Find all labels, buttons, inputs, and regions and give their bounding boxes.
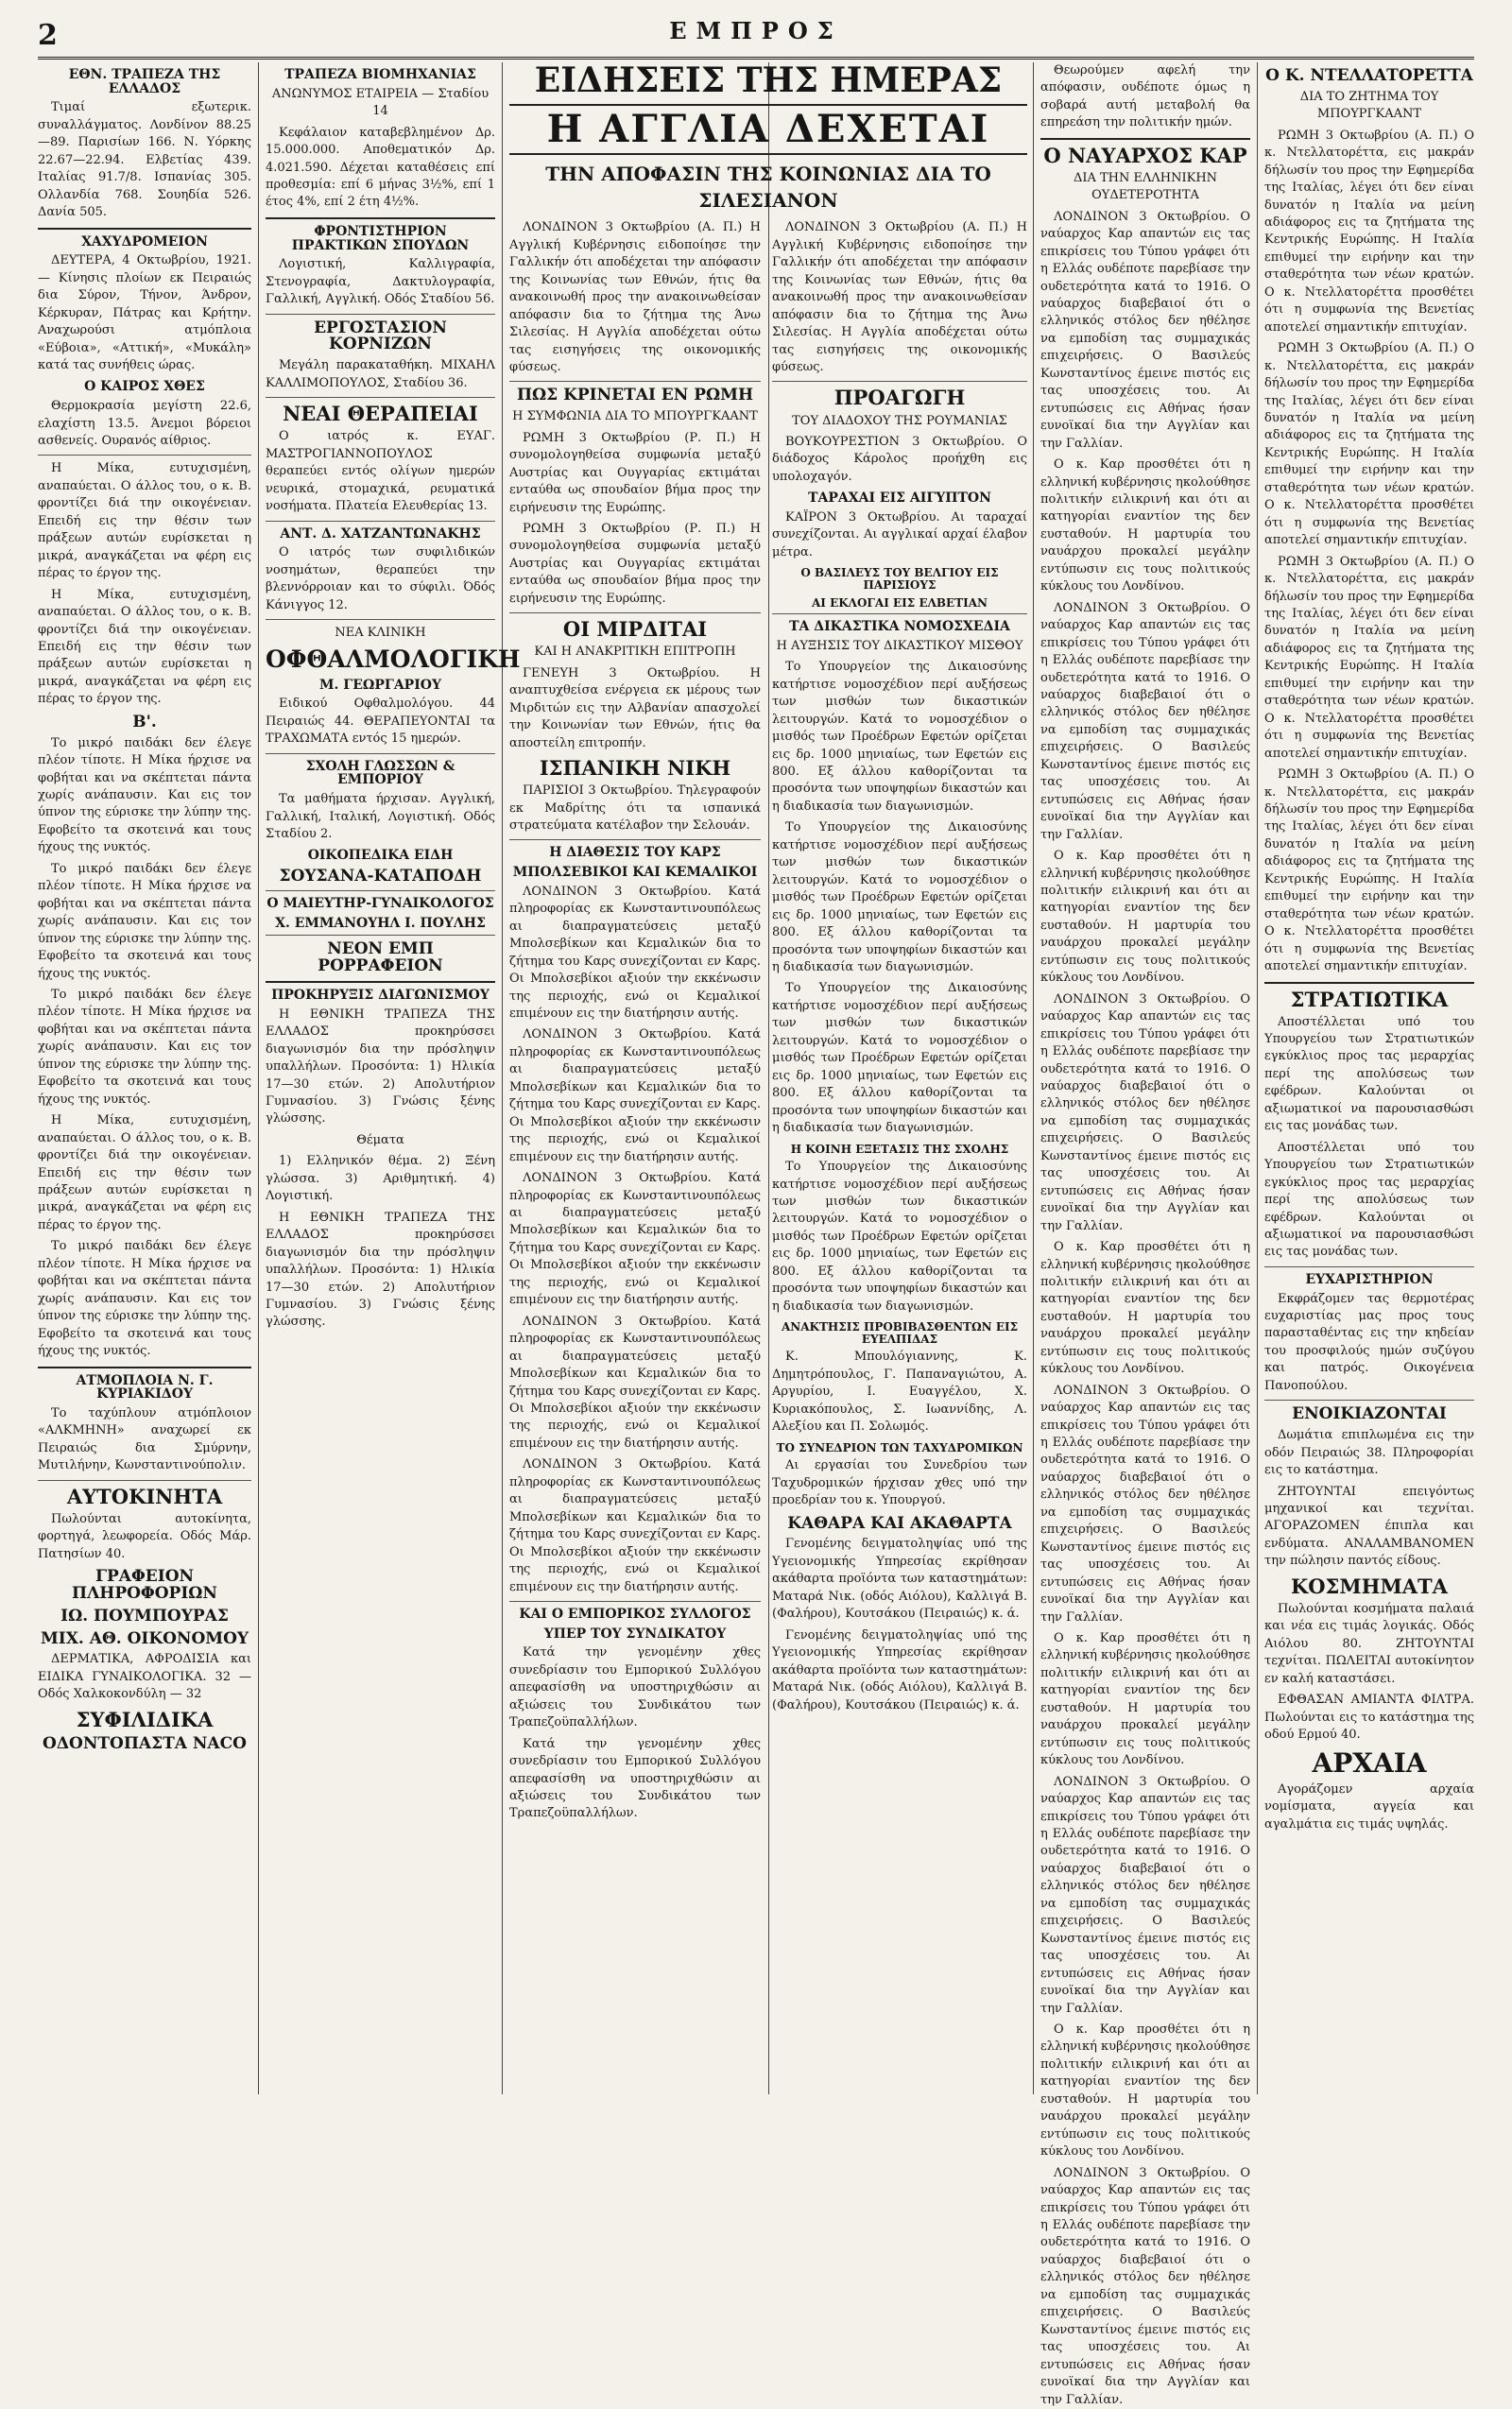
tutoring-text: Λογιστική, Καλλιγραφία, Στενογραφία, Δακτυλογραφία, Γαλλική, Αγγλική. Οδός Σταδίου 56.	[266, 257, 495, 307]
spain-text: ΠΑΡΙΣΙΟΙ 3 Οκτωβρίου. Τηλεγραφούν εκ Μαδρίτης ότι τα ισπανικά στρατεύματα κατέλαβον την Σελουάν.	[509, 783, 761, 833]
tutoring-title: ΦΡΟΝΤΙΣΤΗΡΙΟΝ ΠΡΑΚΤΙΚΩΝ ΣΠΟΥΔΩΝ	[291, 223, 470, 253]
syphilis-ad-title: ΣΥΦΙΛΙΔΙΚΑ	[76, 1707, 214, 1731]
military-text: Αποστέλλεται υπό του Υπουργείου των Στρατιωτικών εγκύκλιος προς τας μεραρχίας περί της απολύσεως των εφέδρων. Καλούνται οι αξιωματικοί να παρουσιασθώσι εις τας μονάδας των.	[1264, 1140, 1474, 1260]
admiral-text: Ο κ. Καρ προσθέτει ότι η ελληνική κυβέρνησις ηκολούθησε πολιτικήν ειλικρινή και ότι αι κατηγορίαι εναντίον της δεν ευσταθούν. Η μαρτυρία του ναυάρχου προκαλεί μεγάλην εντύπωσιν εις τους πολιτικούς κύκλους του Λονδίνου.	[1040, 457, 1250, 594]
syndicate-sub: ΥΠΕΡ ΤΟΥ ΣΥΝΔΙΚΑΤΟΥ	[543, 1626, 727, 1642]
serial-text: Το μικρό παιδάκι δεν έλεγε πλέον τίποτε. Η Μίκα ήρχισε να φοβήται και να σκέπτεται πάντα χωρίς ανάπαυσιν. Και εις τον ύπνον της εύρισκε την λύπην της. Εφοβείτο τα σκοτεινά και τους ήχους της νυκτός.	[38, 1239, 251, 1359]
filters-text: ΕΦΘΑΣΑΝ ΑΜΙΑΝΤΑ ΦΙΛΤΡΑ. Πωλούνται εις το κατάστημα της οδού Ερμού 40.	[1264, 1693, 1474, 1742]
admiral-text: Ο κ. Καρ προσθέτει ότι η ελληνική κυβέρνησις ηκολούθησε πολιτικήν ειλικρινή και ότι αι κατηγορίαι εναντίον της δεν ευσταθούν. Η μαρτυρία του ναυάρχου προκαλεί μεγάλην εντύπωσιν εις τους πολιτικούς κύκλους του Λονδίνου.	[1040, 849, 1250, 986]
frames-title: ΕΡΓΟΣΤΑΣΙΟΝ ΚΟΡΝΙΖΩΝ	[314, 318, 447, 354]
contest-title: ΠΡΟΚΗΡΥΞΙΣ ΔΙΑΓΩΝΙΣΜΟΥ	[271, 988, 490, 1004]
exams-title: Η ΚΟΙΝΗ ΕΞΕΤΑΣΙΣ ΤΗΣ ΣΧΟΛΗΣ	[790, 1142, 1009, 1156]
serial-text: Το μικρό παιδάκι δεν έλεγε πλέον τίποτε. Η Μίκα ήρχισε να φοβήται και να σκέπτεται πάντα χωρίς ανάπαυσιν. Και εις τον ύπνον της εύρισκε την λύπην της. Εφοβείτο τα σκοτεινά και τους ήχους της νυκτός.	[38, 987, 251, 1107]
clinic-text: Ειδικού Οφθαλμολόγου. 44 Πειραιώς 44. ΘΕΡΑΠΕΥΟΝΤΑΙ τα ΤΡΑΧΩΜΑΤΑ εντός 15 ημερών.	[266, 697, 495, 747]
operetta-text: ΡΩΜΗ 3 Οκτωβρίου (Α. Π.) Ο κ. Ντελλατορέττα, εις μακράν δήλωσίν του προς την Εφημερίδα της Ιταλίας, λέγει ότι δεν είναι δυνατόν η Ιταλία να μείνη αδιάφορος εις τα ζητήματα της Κεντρικής Ευρώπης. Η Ιταλία επιθυμεί την ειρήνην και την σταθερότητα των νέων κρατών. Ο κ. Ντελλατορέττα προσθέτει ότι η συμφωνία της Βενετίας αποτελεί σημαντικήν επιτυχίαν.	[1264, 554, 1474, 761]
operetta-sub: ΔΙΑ ΤΟ ΖΗΤΗΜΑ ΤΟΥ ΜΠΟΥΡΓΚΑΑΝΤ	[1299, 89, 1439, 122]
crown-title: ΠΡΟΑΓΩΓΗ	[833, 386, 966, 410]
admiral-text: Ο κ. Καρ προσθέτει ότι η ελληνική κυβέρνησις ηκολούθησε πολιτικήν ειλικρινή και ότι αι κατηγορίαι εναντίον της δεν ευσταθούν. Η μαρτυρία του ναυάρχου προκαλεί μεγάλην εντύπωσιν εις τους πολιτικούς κύκλους του Λονδίνου.	[1040, 1631, 1250, 1768]
contest-list: 1) Ελληνικόν θέμα. 2) Ξένη γλώσσα. 3) Αριθμητική. 4) Λογιστική.	[266, 1154, 495, 1204]
jewels-text: Πωλούνται κοσμήματα παλαιά και νέα εις τιμάς λογικάς. Οδός Αιόλου 80. ΖΗΤΟΥΝΤΑΙ τεχνίται. ΠΩΛΕΙΤΑΙ αυτοκίνητον εν καλή καταστάσει.	[1264, 1601, 1474, 1686]
therapy-title: ΝΕΑΙ ΘΕΡΑΠΕΙΑΙ	[283, 402, 478, 426]
bank-rates-title: ΕΘΝ. ΤΡΑΠΕΖΑ ΤΗΣ ΕΛΛΑΔΟΣ	[68, 67, 221, 96]
page-number: 2	[38, 19, 58, 52]
column-rule	[1257, 62, 1258, 2094]
admiral-text: ΛΟΝΔΙΝΟΝ 3 Οκτωβρίου. Ο ναύαρχος Καρ απαντών εις τας επικρίσεις του Τύπου γράφει ότι η Ελλάς ουδέποτε παρεβίασε την ουδετερότητα κατά το 1916. Ο ναύαρχος διαβεβαιοί ότι ο ελληνικός στόλος δεν ηθέλησε να εμποδίση τας συμμαχικάς επιχειρήσεις. Ο Βασιλεύς Κωνσταντίνος έμεινε πιστός εις τας υποσχέσεις του. Αι εντυπώσεις εις Αθήνας ήσαν ευνοϊκαί δια την Αγγλίαν και την Γαλλίαν.	[1040, 600, 1250, 842]
mirdites-text: ΓΕΝΕΥΗ 3 Οκτωβρίου. Η αναπτυχθείσα ενέργεια εκ μέρους των Μιρδιτών εις την Αλβανίαν απασχολεί την Κοινωνίαν των Εθνών, ήτις θα αποστείλη επιτροπήν.	[509, 665, 761, 750]
main-headline-sub: ΤΗΝ ΑΠΟΦΑΣΙΝ ΤΗΣ ΚΟΙΝΩΝΙΑΣ ΔΙΑ ΤΟ ΣΙΛΕΣΙΑΝΟΝ	[545, 162, 991, 212]
contest-text: Η ΕΘΝΙΚΗ ΤΡΑΠΕΖΑ ΤΗΣ ΕΛΛΑΔΟΣ προκηρύσσει διαγωνισμόν δια την πρόσληψιν υπαλλήλων. Προσόντα: 1) Ηλικία 17—30 ετών. 2) Απολυτήριον Γυμνασίου. 3) Γνώσις ξένης γλώσσης.	[266, 1210, 495, 1330]
egypt-text: ΚΑΪΡΟΝ 3 Οκτωβρίου. Αι ταραχαί συνεχίζονται. Αι αγγλικαί αρχαί έλαβον μέτρα.	[772, 510, 1027, 559]
thanks-title: ΕΥΧΑΡΙΣΤΗΡΙΟΝ	[1305, 1271, 1434, 1287]
shipping-text: ΔΕΥΤΕΡΑ, 4 Οκτωβρίου, 1921. — Κίνησις πλοίων εκ Πειραιώς δια Σύρον, Τήνον, Άνδρον, Κέρκυραν, Πάτρας και Κρήτην. Αναχωρούσι ατμόπλοια «Εύβοια», «Αττική», «Μυκάλη» κατά τας συνήθεις ώρας.	[38, 253, 251, 372]
clinic-doctor: Μ. ΓΕΩΡΓΑΡΙΟΥ	[319, 677, 441, 693]
bank-rates-text: Τιμαί εξωτερικ. συναλλάγματος. Λονδίνον 88.25—89. Παρισίων 166. Ν. Υόρκης 22.67—22.94. Ελβετίας 439. Ιταλίας 91.7/8. Ισπανίας 305. Ολλανδία 768. Σουηδία 526. Δανία 505.	[38, 100, 251, 220]
kars-text: ΛΟΝΔΙΝΟΝ 3 Οκτωβρίου. Κατά πληροφορίας εκ Κωνσταντινουπόλεως αι διαπραγματεύσεις μεταξύ Μπολσεβίκων και Κεμαλικών δια το ζήτημα του Καρς συνεχίζονται εν Καρς. Οι Μπολσεβίκοι αξιούν την εκκένωσιν της περιοχής, ενώ οι Κεμαλικοί επιμένουν εις την διατήρησιν αυτής.	[509, 1027, 761, 1164]
industry-bank-text: Κεφάλαιον καταβεβλημένον Δρ. 15.000.000. Αποθεματικόν Δρ. 4.021.590. Δέχεται καταθέσεις επί προθεσμία: επί 6 μήνας 3½%, επί 1 έτος 4%, επί 2 έτη 4½%.	[266, 125, 495, 210]
weather-title: Ο ΚΑΙΡΟΣ ΧΘΕΣ	[84, 379, 205, 395]
serial-text: Το μικρό παιδάκι δεν έλεγε πλέον τίποτε. Η Μίκα ήρχισε να φοβήται και να σκέπτεται πάντα χωρίς ανάπαυσιν. Και εις τον ύπνον της εύρισκε την λύπην της. Εφοβείτο τα σκοτεινά και τους ήχους της νυκτός.	[38, 861, 251, 981]
column-1	[38, 62, 251, 2094]
ship-ad-title: ΑΤΜΟΠΛΟΙΑ Ν. Γ. ΚΥΡΙΑΚΙΔΟΥ	[76, 1372, 214, 1402]
kars-title: Η ΔΙΑΘΕΣΙΣ ΤΟΥ ΚΑΡΣ	[549, 845, 721, 861]
plots-title: ΟΙΚΟΠΕΔΙΚΑ ΕΙΔΗ	[307, 848, 454, 864]
students-title: ΑΝΑΚΤΗΣΙΣ ΠΡΟΒΙΒΑΣΘΕΝΤΩΝ ΕΙΣ ΕΥΕΛΠΙΔΑΣ	[781, 1320, 1019, 1346]
school-text: Τα μαθήματα ήρχισαν. Αγγλική, Γαλλική, Ιταλική, Λογιστική. Οδός Σταδίου 2.	[266, 792, 495, 842]
crown-sub: ΤΟΥ ΔΙΑΔΟΧΟΥ ΤΗΣ ΡΟΥΜΑΝΙΑΣ	[792, 413, 1007, 428]
column-rule	[502, 62, 503, 2094]
section-title: ΕΙΔΗΣΕΙΣ ΤΗΣ ΗΜΕΡΑΣ	[534, 60, 1003, 100]
toothpaste-ad-title: ΟΔΟΝΤΟΠΑΣΤΑ ΝΑCO	[43, 1733, 247, 1753]
lead-text: ΛΟΝΔΙΝΟΝ 3 Οκτωβρίου (Α. Π.) Η Αγγλική Κυβέρνησις ειδοποίησε την Γαλλικήν ότι αποδέχεται την απόφασιν της Κοινωνίας των Εθνών, ήτις θα ανακοινωθή προς την ανακοινωθείσαν απόφασιν δια το ζήτημα της Άνω Σιλεσίας. Η Αγγλία αποδέχεται ούτω τας εισηγήσεις της οικονομικής φύσεως.	[509, 220, 761, 374]
military-text: Αποστέλλεται υπό του Υπουργείου των Στρατιωτικών εγκύκλιος προς τας μεραρχίας περί της απολύσεως των εφέδρων. Καλούνται οι αξιωματικοί να παρουσιασθώσι εις τας μονάδας των.	[1264, 1014, 1474, 1134]
doctor-text: Ο ιατρός των συφιλιδικών νοσημάτων, θεραπεύει την βλεννόρροιαν και το σύφιλι. Όδός Κάνιγγος 12.	[266, 545, 495, 612]
serial-text: Η Μίκα, ευτυχισμένη, αναπαύεται. Ο άλλος του, ο κ. Β. φροντίζει διά την οικογένειαν. Επειδή εις την θέσιν των πράξεων αυτών ευρίσκεται η μικρά, αναγκάζεται να φέρη εις πέρας το έργον της.	[38, 587, 251, 707]
industry-bank-sub: ΑΝΩΝΥΜΟΣ ΕΤΑΙΡΕΙΑ — Σταδίου 14	[271, 86, 490, 119]
antiques-text: Αγοράζομεν αρχαία νομίσματα, αγγεία και αγαλμάτια εις τιμάς υψηλάς.	[1264, 1781, 1474, 1832]
cars-ad-text: Πωλούνται αυτοκίνητα, φορτηγά, λεωφορεία. Οδός Μάρ. Πατησίων 40.	[38, 1511, 251, 1561]
doctor2-ad-text: ΔΕΡΜΑΤΙΚΑ, ΑΦΡΟΔΙΣΙΑ και ΕΙΔΙΚΑ ΓΥΝΑΙΚΟΛΟΓΙΚΑ. 32 — Οδός Χαλκοκονδύλη — 32	[38, 1652, 251, 1702]
operetta-text: ΡΩΜΗ 3 Οκτωβρίου (Α. Π.) Ο κ. Ντελλατορέττα, εις μακράν δήλωσίν του προς την Εφημερίδα της Ιταλίας, λέγει ότι δεν είναι δυνατόν η Ιταλία να μείνη αδιάφορος εις τα ζητήματα της Κεντρικής Ευρώπης. Η Ιταλία επιθυμεί την ειρήνην και την σταθερότητα των νέων κρατών. Ο κ. Ντελλατορέττα προσθέτει ότι η συμφωνία της Βενετίας αποτελεί σημαντικήν επιτυχίαν.	[1264, 128, 1474, 335]
egypt-title: ΤΑΡΑΧΑΙ ΕΙΣ ΑΙΓΥΠΤΟΝ	[808, 490, 991, 507]
kars-text: ΛΟΝΔΙΝΟΝ 3 Οκτωβρίου. Κατά πληροφορίας εκ Κωνσταντινουπόλεως αι διαπραγματεύσεις μεταξύ Μπολσεβίκων και Κεμαλικών δια το ζήτημα του Καρς συνεχίζονται εν Καρς. Οι Μπολσεβίκοι αξιούν την εκκένωσιν της περιοχής, ενώ οι Κεμαλικοί επιμένουν εις την διατήρησιν αυτής.	[509, 1314, 761, 1451]
postal-congress-title: ΤΟ ΣΥΝΕΔΡΙΟΝ ΤΩΝ ΤΑΧΥΔΡΟΜΙΚΩΝ	[776, 1440, 1023, 1454]
weather-text: Θερμοκρασία μεγίστη 22.6, ελαχίστη 13.5. Άνεμοι βόρειοι ασθενείς. Ουρανός αίθριος.	[38, 399, 251, 448]
tailor-title: ΝΕΟΝ ΕΜΠ ΡΟΡΡΑΦΕΙΟΝ	[318, 939, 443, 976]
frames-text: Μεγάλη παρακαταθήκη. ΜΙΧΑΗΛ ΚΑΛΛΙΜΟΠΟΥΛΟΣ, Σταδίου 36.	[266, 358, 495, 390]
column-rule	[1033, 62, 1034, 2094]
midwife-name: Χ. ΕΜΜΑΝΟΥΗΛ Ι. ΠΟΥΛΗΣ	[275, 915, 486, 931]
admiral-text: ΛΟΝΔΙΝΟΝ 3 Οκτωβρίου. Ο ναύαρχος Καρ απαντών εις τας επικρίσεις του Τύπου γράφει ότι η Ελλάς ουδέποτε παρεβίασε την ουδετερότητα κατά το 1916. Ο ναύαρχος διαβεβαιοί ότι ο ελληνικός στόλος δεν ηθέλησε να εμποδίση τας συμμαχικάς επιχειρήσεις. Ο Βασιλεύς Κωνσταντίνος έμεινε πιστός εις τας υποσχέσεις του. Αι εντυπώσεις εις Αθήνας ήσαν ευνοϊκαί δια την Αγγλίαν και την Γαλλίαν.	[1040, 209, 1250, 451]
admiral-text: Ο κ. Καρ προσθέτει ότι η ελληνική κυβέρνησις ηκολούθησε πολιτικήν ειλικρινή και ότι αι κατηγορίαι εναντίον της δεν ευσταθούν. Η μαρτυρία του ναυάρχου προκαλεί μεγάλην εντύπωσιν εις τους πολιτικούς κύκλους του Λονδίνου.	[1040, 2022, 1250, 2159]
kars-sub: ΜΠΟΛΣΕΒΙΚΟΙ ΚΑΙ ΚΕΜΑΛΙΚΟΙ	[512, 865, 758, 881]
military-title: ΣΤΡΑΤΙΩΤΙΚΑ	[1290, 987, 1449, 1011]
kars-text: ΛΟΝΔΙΝΟΝ 3 Οκτωβρίου. Κατά πληροφορίας εκ Κωνσταντινουπόλεως αι διαπραγματεύσεις μεταξύ Μπολσεβίκων και Κεμαλικών δια το ζήτημα του Καρς συνεχίζονται εν Καρς. Οι Μπολσεβίκοι αξιούν την εκκένωσιν της περιοχής, ενώ οι Κεμαλικοί επιμένουν εις την διατήρησιν αυτής.	[509, 1457, 761, 1594]
serial-text: Το μικρό παιδάκι δεν έλεγε πλέον τίποτε. Η Μίκα ήρχισε να φοβήται και να σκέπτεται πάντα χωρίς ανάπαυσιν. Και εις τον ύπνον της εύρισκε την λύπην της. Εφοβείτο τα σκοτεινά και τους ήχους της νυκτός.	[38, 735, 251, 855]
news-right-column	[772, 219, 1027, 1718]
operetta-title: Ο Κ. ΝΤΕΛΛΑΤΟΡΕΤΤΑ	[1265, 66, 1473, 85]
syndicate-text: Κατά την γενομένην χθες συνεδρίασιν του Εμπορικού Συλλόγου απεφασίσθη να υποστηριχθώσιν αι αξιώσεις του Συνδικάτου των Τραπεζοϋπαλλήλων.	[509, 1736, 761, 1821]
clinic-title: ΟΦΘΑΛΜΟΛΟΓΙΚΗ	[266, 645, 521, 674]
serial-text: Η Μίκα, ευτυχισμένη, αναπαύεται. Ο άλλος του, ο κ. Β. φροντίζει διά την οικογένειαν. Επειδή εις την θέσιν των πράξεων αυτών ευρίσκεται η μικρά, αναγκάζεται να φέρη εις πέρας το έργον της.	[38, 1113, 251, 1232]
column-rule	[258, 62, 259, 2094]
news-left-column	[509, 219, 761, 1826]
students-text: Κ. Μπουλόγιαννης, Κ. Δημητρόπουλος, Γ. Παπαναγιώτου, Α. Αργυρίου, Ι. Ευαγγέλου, Χ. Κυριακόπουλος, Σ. Ιωαννίδης, Λ. Αλεξίου και Π. Σολωμός.	[772, 1350, 1027, 1435]
courts-text: Το Υπουργείον της Δικαιοσύνης κατήρτισε νομοσχέδιον περί αυξήσεως των μισθών των δικαστικών λειτουργών. Κατά το νομοσχέδιον ο μισθός των Προέδρων Εφετών ορίζεται εις δρ. 1000 μηνιαίως, των Εφετών εις 800. Εξ άλλου καθορίζονται τα προσόντα των υποψηφίων δικαστών και η διαδικασία των διαγωνισμών.	[772, 1160, 1027, 1314]
syndicate-text: Κατά την γενομένην χθες συνεδρίασιν του Εμπορικού Συλλόγου απεφασίσθη να υποστηριχθώσιν αι αξιώσεις του Συνδικάτου των Τραπεζοϋπαλλήλων.	[509, 1645, 761, 1730]
doctor-title: ΑΝΤ. Δ. ΧΑΤΖΑΝΤΩΝΑΚΗΣ	[280, 525, 481, 542]
admiral-text: ΛΟΝΔΙΝΟΝ 3 Οκτωβρίου. Ο ναύαρχος Καρ απαντών εις τας επικρίσεις του Τύπου γράφει ότι η Ελλάς ουδέποτε παρεβίασε την ουδετερότητα κατά το 1916. Ο ναύαρχος διαβεβαιοί ότι ο ελληνικός στόλος δεν ηθέλησε να εμποδίση τας συμμαχικάς επιχειρήσεις. Ο Βασιλεύς Κωνσταντίνος έμεινε πιστός εις τας υποσχέσεις του. Αι εντυπώσεις εις Αθήνας ήσαν ευνοϊκαί δια την Αγγλίαν και την Γαλλίαν.	[1040, 991, 1250, 1233]
clean-title: ΚΑΘΑΡΑ ΚΑΙ ΑΚΑΘΑΡΤΑ	[787, 1513, 1012, 1533]
admiral-title: Ο ΝΑΥΑΡΧΟΣ ΚΑΡ	[1043, 143, 1247, 167]
rome-sub: Η ΣΥΜΦΩΝΙΑ ΔΙΑ ΤΟ ΜΠΟΥΡΓΚΑΑΝΤ	[512, 409, 758, 424]
mirdites-title: ΟΙ ΜΙΡΔΙΤΑΙ	[562, 617, 708, 642]
jewels-title: ΚΟΣΜΗΜΑΤΑ	[1291, 1574, 1448, 1598]
serial-chapter-title: Β'.	[132, 712, 157, 731]
kars-text: ΛΟΝΔΙΝΟΝ 3 Οκτωβρίου. Κατά πληροφορίας εκ Κωνσταντινουπόλεως αι διαπραγματεύσεις μεταξύ Μπολσεβίκων και Κεμαλικών δια το ζήτημα του Καρς συνεχίζονται εν Καρς. Οι Μπολσεβίκοι αξιούν την εκκένωσιν της περιοχής, ενώ οι Κεμαλικοί επιμένουν εις την διατήρησιν αυτής.	[509, 1171, 761, 1308]
courts-text: Το Υπουργείον της Δικαιοσύνης κατήρτισε νομοσχέδιον περί αυξήσεως των μισθών των δικαστικών λειτουργών. Κατά το νομοσχέδιον ο μισθός των Προέδρων Εφετών ορίζεται εις δρ. 1000 μηνιαίως, των Εφετών εις 800. Εξ άλλου καθορίζονται τα προσόντα των υποψηφίων δικαστών και η διαδικασία των διαγωνισμών.	[772, 981, 1027, 1136]
kars-text: ΛΟΝΔΙΝΟΝ 3 Οκτωβρίου. Κατά πληροφορίας εκ Κωνσταντινουπόλεως αι διαπραγματεύσεις μεταξύ Μπολσεβίκων και Κεμαλικών δια το ζήτημα του Καρς συνεχίζονται εν Καρς. Οι Μπολσεβίκοι αξιούν την εκκένωσιν της περιοχής, ενώ οι Κεμαλικοί επιμένουν εις την διατήρησιν αυτής.	[509, 884, 761, 1021]
spain-title: ΙΣΠΑΝΙΚΗ ΝΙΚΗ	[539, 756, 731, 781]
therapy-text: Ο ιατρός κ. ΕΥΑΓ. ΜΑΣΤΡΟΓΙΑΝΝΟΠΟΥΛΟΣ θεραπεύει εντός ολίγων ημερών νευρικά, στομαχικά, ρευματικά νοσήματα. Πλατεία Ελευθερίας 13.	[266, 429, 495, 514]
admiral-text: ΛΟΝΔΙΝΟΝ 3 Οκτωβρίου. Ο ναύαρχος Καρ απαντών εις τας επικρίσεις του Τύπου γράφει ότι η Ελλάς ουδέποτε παρεβίασε την ουδετερότητα κατά το 1916. Ο ναύαρχος διαβεβαιοί ότι ο ελληνικός στόλος δεν ηθέλησε να εμποδίση τας συμμαχικάς επιχειρήσεις. Ο Βασιλεύς Κωνσταντίνος έμεινε πιστός εις τας υποσχέσεις του. Αι εντυπώσεις εις Αθήνας ήσαν ευνοϊκαί δια την Αγγλίαν και την Γαλλίαν.	[1040, 1774, 1250, 2016]
admiral-text: ΛΟΝΔΙΝΟΝ 3 Οκτωβρίου. Ο ναύαρχος Καρ απαντών εις τας επικρίσεις του Τύπου γράφει ότι η Ελλάς ουδέποτε παρεβίασε την ουδετερότητα κατά το 1916. Ο ναύαρχος διαβεβαιοί ότι ο ελληνικός στόλος δεν ηθέλησε να εμποδίση τας συμμαχικάς επιχειρήσεις. Ο Βασιλεύς Κωνσταντίνος έμεινε πιστός εις τας υποσχέσεις του. Αι εντυπώσεις εις Αθήνας ήσαν ευνοϊκαί δια την Αγγλίαν και την Γαλλίαν.	[1040, 2165, 1250, 2407]
antiques-title: ΑΡΧΑΙΑ	[1312, 1747, 1427, 1780]
admiral-text: Ο κ. Καρ προσθέτει ότι η ελληνική κυβέρνησις ηκολούθησε πολιτικήν ειλικρινή και ότι αι κατηγορίαι εναντίον της δεν ευσταθούν. Η μαρτυρία του ναυάρχου προκαλεί μεγάλην εντύπωσιν εις τους πολιτικούς κύκλους του Λονδίνου.	[1040, 1240, 1250, 1377]
admiral-sub: ΔΙΑ ΤΗΝ ΕΛΛΗΝΙΚΗΝ ΟΥΔΕΤΕΡΟΤΗΤΑ	[1073, 170, 1218, 203]
courts-title: ΤΑ ΔΙΚΑΣΤΙΚΑ ΝΟΜΟΣΧΕΔΙΑ	[789, 619, 1010, 635]
news-section	[509, 62, 1027, 2094]
school-title: ΣΧΟΛΗ ΓΛΩΣΣΩΝ & ΕΜΠΟΡΙΟΥ	[305, 758, 455, 788]
doctor-ad-title: ΙΩ. ΠΟΥΜΠΟΥΡΑΣ	[60, 1606, 229, 1626]
operetta-text: ΡΩΜΗ 3 Οκτωβρίου (Α. Π.) Ο κ. Ντελλατορέττα, εις μακράν δήλωσίν του προς την Εφημερίδα της Ιταλίας, λέγει ότι δεν είναι δυνατόν η Ιταλία να μείνη αδιάφορος εις τα ζητήματα της Κεντρικής Ευρώπης. Η Ιταλία επιθυμεί την ειρήνην και την σταθερότητα των νέων κρατών. Ο κ. Ντελλατορέττα προσθέτει ότι η συμφωνία της Βενετίας αποτελεί σημαντικήν επιτυχίαν.	[1264, 341, 1474, 548]
swiss-title: ΑΙ ΕΚΛΟΓΑΙ ΕΙΣ ΕΛΒΕΤΙΑΝ	[811, 595, 988, 610]
mirdites-sub: ΚΑΙ Η ΑΝΑΚΡΙΤΙΚΗ ΕΠΙΤΡΟΠΗ	[534, 645, 736, 660]
postal-congress-text: Αι εργασίαι του Συνεδρίου των Ταχυδρομικών ήρχισαν χθες υπό την προεδρίαν του κ. Υπουργού.	[772, 1458, 1027, 1508]
shipping-title: ΧΑΧΥΔΡΟΜΕΙΟΝ	[81, 233, 208, 250]
ship-ad-text: Το ταχύπλουν ατμόπλοιον «ΑΛΚΜΗΝΗ» αναχωρεί εκ Πειραιώς δια Σμύρνην, Μυτιλήνην, Κωνσταντινούπολιν.	[38, 1405, 251, 1473]
serial-text: Η Μίκα, ευτυχισμένη, αναπαύεται. Ο άλλος του, ο κ. Β. φροντίζει διά την οικογένειαν. Επειδή εις την θέσιν των πράξεων αυτών ευρίσκεται η μικρά, αναγκάζεται να φέρη εις πέρας το έργον της.	[38, 461, 251, 581]
masthead	[38, 15, 1474, 60]
column-5	[1040, 62, 1250, 2407]
classifieds-text: ΖΗΤΟΥΝΤΑΙ επειγόντως μηχανικοί και τεχνίται. ΑΓΟΡΑΖΟΜΕΝ έπιπλα και ενδύματα. ΑΝΑΛΑΜΒΑΝΟΜΕΝ την πώλησιν παντός είδους.	[1264, 1484, 1474, 1569]
doctor2-ad-title: ΜΙΧ. ΑΘ. ΟΙΚΟΝΟΜΟΥ	[40, 1628, 249, 1648]
industry-bank-title: ΤΡΑΠΕΖΑ ΒΙΟΜΗΧΑΝΙΑΣ	[284, 67, 476, 82]
courts-sub: Η ΑΥΞΗΣΙΣ ΤΟΥ ΔΙΚΑΣΤΙΚΟΥ ΜΙΣΘΟΥ	[776, 638, 1023, 653]
top-text: Θεωρούμεν αφελή την απόφασιν, ουδέποτε όμως η σοβαρά αυτή μεταβολή θα επηρεάση την πολιτικήν ημών.	[1040, 63, 1250, 130]
clean-text: Γενομένης δειγματοληψίας υπό της Υγειονομικής Υπηρεσίας εκρίθησαν ακάθαρτα προϊόντα των καταστημάτων: Ματαρά Νικ. (οδός Αιόλου), Καλλιγά Β. (Φαλήρου), Κουτσάκου (Πειραιώς) κ. ά.	[772, 1537, 1027, 1622]
rent-text: Δωμάτια επιπλωμένα εις την οδόν Πειραιώς 38. Πληροφορίαι εις το κατάστημα.	[1264, 1428, 1474, 1478]
contest-text: Η ΕΘΝΙΚΗ ΤΡΑΠΕΖΑ ΤΗΣ ΕΛΛΑΔΟΣ προκηρύσσει διαγωνισμόν δια την πρόσληψιν υπαλλήλων. Προσόντα: 1) Ηλικία 17—30 ετών. 2) Απολυτήριον Γυμνασίου. 3) Γνώσις ξένης γλώσσης.	[266, 1007, 495, 1127]
operetta-text: ΡΩΜΗ 3 Οκτωβρίου (Α. Π.) Ο κ. Ντελλατορέττα, εις μακράν δήλωσίν του προς την Εφημερίδα της Ιταλίας, λέγει ότι δεν είναι δυνατόν η Ιταλία να μείνη αδιάφορος εις τα ζητήματα της Κεντρικής Ευρώπης. Η Ιταλία επιθυμεί την ειρήνην και την σταθερότητα των νέων κρατών. Ο κ. Ντελλατορέττα προσθέτει ότι η συμφωνία της Βενετίας αποτελεί σημαντικήν επιτυχίαν.	[1264, 767, 1474, 974]
syndicate-title: ΚΑΙ Ο ΕΜΠΟΡΙΚΟΣ ΣΥΛΛΟΓΟΣ	[519, 1606, 751, 1622]
rent-title: ΕΝΟΙΚΙΑΖΟΝΤΑΙ	[1292, 1404, 1447, 1424]
courts-text: Το Υπουργείον της Δικαιοσύνης κατήρτισε νομοσχέδιον περί αυξήσεως των μισθών των δικαστικών λειτουργών. Κατά το νομοσχέδιον ο μισθός των Προέδρων Εφετών ορίζεται εις δρ. 1000 μηνιαίως, των Εφετών εις 800. Εξ άλλου καθορίζονται τα προσόντα των υποψηφίων δικαστών και η διαδικασία των διαγωνισμών.	[772, 660, 1027, 814]
rome-text: ΡΩΜΗ 3 Οκτωβρίου (Ρ. Π.) Η συνομολογηθείσα συμφωνία μεταξύ Αυστρίας και Ουγγαρίας εκτιμάται ενταύθα ως σπουδαίον βήμα προς την ειρήνευσιν της Ευρώπης.	[509, 522, 761, 606]
clean-text: Γενομένης δειγματοληψίας υπό της Υγειονομικής Υπηρεσίας εκρίθησαν ακάθαρτα προϊόντα των καταστημάτων: Ματαρά Νικ. (οδός Αιόλου), Καλλιγά Β. (Φαλήρου), Κουτσάκου (Πειραιώς) κ. ά.	[772, 1627, 1027, 1712]
rome-text: ΡΩΜΗ 3 Οκτωβρίου (Ρ. Π.) Η συνομολογηθείσα συμφωνία μεταξύ Αυστρίας και Ουγγαρίας εκτιμάται ενταύθα ως σπουδαίον βήμα προς την ειρήνευσιν της Ευρώπης.	[509, 430, 761, 515]
admiral-text: ΛΟΝΔΙΝΟΝ 3 Οκτωβρίου. Ο ναύαρχος Καρ απαντών εις τας επικρίσεις του Τύπου γράφει ότι η Ελλάς ουδέποτε παρεβίασε την ουδετερότητα κατά το 1916. Ο ναύαρχος διαβεβαιοί ότι ο ελληνικός στόλος δεν ηθέλησε να εμποδίση τας συμμαχικάς επιχειρήσεις. Ο Βασιλεύς Κωνσταντίνος έμεινε πιστός εις τας υποσχέσεις του. Αι εντυπώσεις εις Αθήνας ήσαν ευνοϊκαί δια την Αγγλίαν και την Γαλλίαν.	[1040, 1383, 1250, 1625]
courts-text: Το Υπουργείον της Δικαιοσύνης κατήρτισε νομοσχέδιον περί αυξήσεως των μισθών των δικαστικών λειτουργών. Κατά το νομοσχέδιον ο μισθός των Προέδρων Εφετών ορίζεται εις δρ. 1000 μηνιαίως, των Εφετών εις 800. Εξ άλλου καθορίζονται τα προσόντα των υποψηφίων δικαστών και η διαδικασία των διαγωνισμών.	[772, 820, 1027, 974]
cars-ad-title: ΑΥΤΟΚΙΝΗΤΑ	[66, 1484, 223, 1508]
midwife-title: Ο ΜΑΙΕΥΤΗΡ-ΓΥΝΑΙΚΟΛΟΓΟΣ	[266, 896, 494, 912]
crown-text: ΒΟΥΚΟΥΡΕΣΤΙΟΝ 3 Οκτωβρίου. Ο διάδοχος Κάρολος προήχθη εις υπολοχαγόν.	[772, 434, 1027, 484]
column-2	[266, 62, 521, 2094]
lead-text: ΛΟΝΔΙΝΟΝ 3 Οκτωβρίου (Α. Π.) Η Αγγλική Κυβέρνησις ειδοποίησε την Γαλλικήν ότι αποδέχεται την απόφασιν της Κοινωνίας των Εθνών, ήτις θα ανακοινωθή προς την ανακοινωθείσαν απόφασιν δια το ζήτημα της Άνω Σιλεσίας. Η Αγγλία αποδέχεται ούτω τας εισηγήσεις της οικονομικής φύσεως.	[772, 220, 1027, 374]
plots-name: ΣΟΥΣΑΝΑ-ΚΑΤΑΠΟΔΗ	[279, 867, 482, 886]
clinic-label: ΝΕΑ ΚΛΙΝΙΚΗ	[335, 626, 426, 640]
column-6	[1264, 62, 1474, 2094]
rome-title: ΠΩΣ ΚΡΙΝΕΤΑΙ ΕΝ ΡΩΜΗ	[516, 386, 754, 405]
newspaper-name: ΕΜΠΡΟΣ	[669, 17, 843, 44]
main-headline: Η ΑΓΓΛΙΑ ΔΕΧΕΤΑΙ	[509, 104, 1027, 155]
contest-subtitle: Θέματα	[356, 1132, 404, 1147]
belgium-title: Ο ΒΑΣΙΛΕΥΣ ΤΟΥ ΒΕΛΓΙΟΥ ΕΙΣ ΠΑΡΙΣΙΟΥΣ	[800, 566, 999, 592]
thanks-text: Εκφράζομεν τας θερμοτέρας ευχαριστίας μας προς τους παρασταθέντας εις την κηδείαν του προσφιλούς ημών συζύγου και πατρός. Οικογένεια Πανοπούλου.	[1264, 1291, 1474, 1393]
info-office-title: ΓΡΑΦΕΙΟΝ ΠΛΗΡΟΦΟΡΙΩΝ	[72, 1567, 217, 1603]
